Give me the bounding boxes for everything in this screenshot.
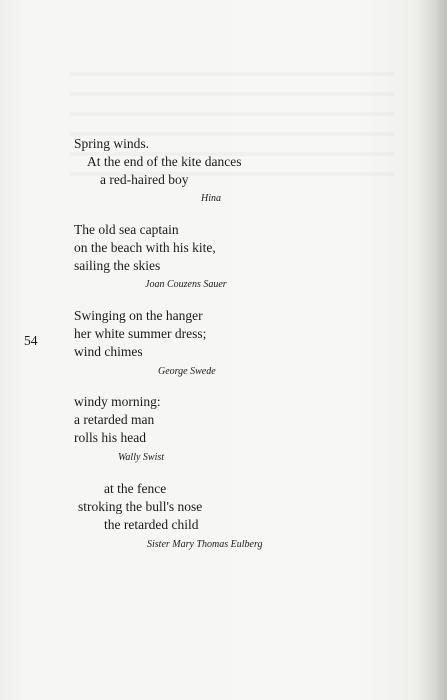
poem-line: wind chimes bbox=[74, 344, 143, 359]
poem-line: sailing the skies bbox=[74, 258, 161, 273]
poem-author: George Swede bbox=[158, 366, 216, 377]
poem-line: at the fence bbox=[104, 481, 167, 496]
bleed-through bbox=[70, 72, 395, 76]
poem-line: windy morning: bbox=[74, 394, 161, 409]
poem-line: At the end of the kite dances bbox=[87, 154, 242, 169]
poem-line: on the beach with his kite, bbox=[74, 240, 216, 255]
poem-author: Joan Couzens Sauer bbox=[145, 279, 227, 290]
poem-line: rolls his head bbox=[74, 430, 146, 445]
poem-line: Spring winds. bbox=[74, 136, 150, 151]
poem-line: a retarded man bbox=[74, 412, 155, 427]
poem-line: her white summer dress; bbox=[74, 326, 207, 341]
poem-line: stroking the bull's nose bbox=[78, 499, 203, 514]
poem-line: a red-haired boy bbox=[100, 172, 189, 187]
bleed-through bbox=[70, 112, 395, 116]
page-number: 54 bbox=[24, 333, 38, 348]
poem-author: Sister Mary Thomas Eulberg bbox=[147, 539, 263, 550]
poem-author: Wally Swist bbox=[118, 452, 165, 463]
poem-author: Hina bbox=[201, 193, 221, 204]
poem-line: the retarded child bbox=[104, 517, 199, 532]
poem-line: Swinging on the hanger bbox=[74, 308, 203, 323]
bleed-through bbox=[70, 92, 395, 96]
poem-line: The old sea captain bbox=[74, 222, 179, 237]
